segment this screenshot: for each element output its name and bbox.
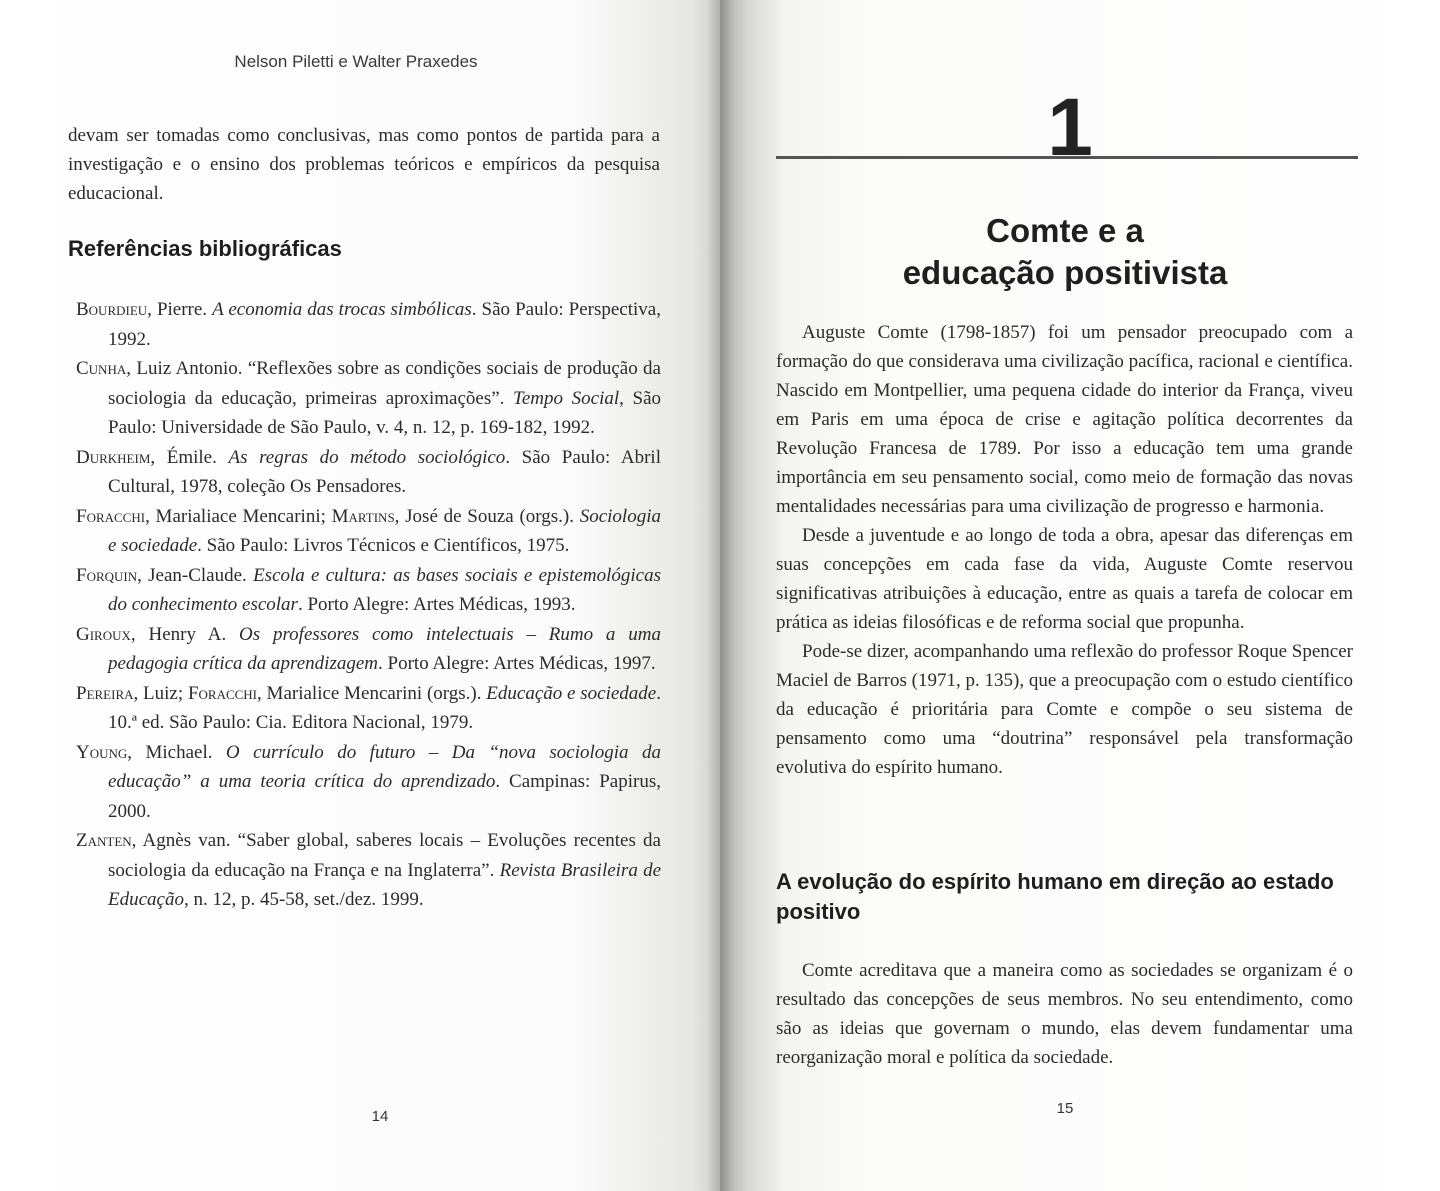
- reference-item: Giroux, Henry A. Os professores como intelectuais – Rumo a uma pedagogia crítica da aprendizagem. Porto Alegre: Artes Médicas, 1997.: [76, 623, 661, 674]
- body-paragraph: Auguste Comte (1798-1857) foi um pensador preocupado com a formação do que considerava uma civilização pacífica, racional e científica. Nascido em Montpellier, uma pequena cidade do interior da França, viveu em Paris em uma época de crise e agitação política decorrentes da Revolução Francesa de 1789. Por isso a educação tem uma grande importância em seu pensamento social, como meio de formação das novas mentalidades necessárias para uma civilização de progresso e harmonia.: [776, 322, 1353, 517]
- section-body: [776, 956, 1353, 1072]
- reference-item: Pereira, Luiz; Foracchi, Marialice Mencarini (orgs.). Educação e sociedade. 10.ª ed. São Paulo: Cia. Editora Nacional, 1979.: [76, 682, 661, 733]
- reference-item: Cunha, Luiz Antonio. “Reflexões sobre as condições sociais de produção da sociologia da educação, primeiras aproximações”. Tempo Social, São Paulo: Universidade de São Paulo, v. 4, n. 12, p. 169-182, 1992.: [76, 358, 662, 438]
- references-list: [76, 295, 661, 915]
- chapter-number: 1: [1047, 82, 1093, 173]
- reference-item: Bourdieu, Pierre. A economia das trocas simbólicas. São Paulo: Perspectiva, 1992.: [76, 299, 661, 350]
- section-heading: A evolução do espírito humano em direção ao estado positivo: [776, 869, 1334, 924]
- book-gutter: [706, 0, 734, 1191]
- reference-item: Zanten, Agnès van. “Saber global, saberes locais – Evoluções recentes da sociologia da educação na França e na Inglaterra”. Revista Brasileira de Educação, n. 12, p. 45-58, set./dez. 1999.: [76, 830, 661, 910]
- chapter-title-line-1: Comte e a: [986, 212, 1144, 249]
- intro-text: devam ser tomadas como conclusivas, mas como pontos de partida para a investigação e o ensino dos problemas teóricos e empíricos da pesquisa educacional.: [68, 125, 660, 204]
- chapter-body: [776, 318, 1353, 782]
- chapter-title: [760, 210, 1370, 294]
- body-paragraph: Desde a juventude e ao longo de toda a obra, apesar das diferenças em suas concepções em cada fase da vida, Auguste Comte reservou significativas atribuições à educação, entre as quais a tarefa de colocar em prática as ideias filosóficas e de reforma social que propunha.: [776, 525, 1353, 633]
- reference-item: Forquin, Jean-Claude. Escola e cultura: as bases sociais e epistemológicas do conhecimento escolar. Porto Alegre: Artes Médicas, 1993.: [76, 564, 662, 615]
- references-heading: Referências bibliográficas: [68, 236, 342, 261]
- body-paragraph: Comte acreditava que a maneira como as sociedades se organizam é o resultado das concepções de seus membros. No seu entendimento, como são as ideias que governam o mundo, elas devem fundamentar uma reorganização moral e política da sociedade.: [776, 960, 1353, 1068]
- body-paragraph: Pode-se dizer, acompanhando uma reflexão do professor Roque Spencer Maciel de Barros (1971, p. 135), que a preocupação com o estudo científico da educação é prioritária para Comte e compõe o seu sistema de pensamento como uma “doutrina” responsável pela transformação evolutiva do espírito humano.: [776, 641, 1353, 778]
- reference-item: Foracchi, Marialiace Mencarini; Martins, José de Souza (orgs.). Sociologia e sociedade. São Paulo: Livros Técnicos e Científicos, 1975.: [76, 505, 661, 556]
- running-head: Nelson Piletti e Walter Praxedes: [234, 52, 478, 71]
- page-number-right: 15: [1056, 1100, 1074, 1117]
- intro-paragraph: [68, 121, 660, 208]
- page-number-left: 14: [371, 1108, 389, 1125]
- reference-item: Young, Michael. O currículo do futuro – Da “nova sociologia da educação” a uma teoria crítica do aprendizado. Campinas: Papirus, 2000.: [76, 741, 661, 822]
- chapter-title-line-2: educação positivista: [902, 254, 1228, 291]
- reference-item: Durkheim, Émile. As regras do método sociológico. São Paulo: Abril Cultural, 1978, coleção Os Pensadores.: [76, 446, 661, 497]
